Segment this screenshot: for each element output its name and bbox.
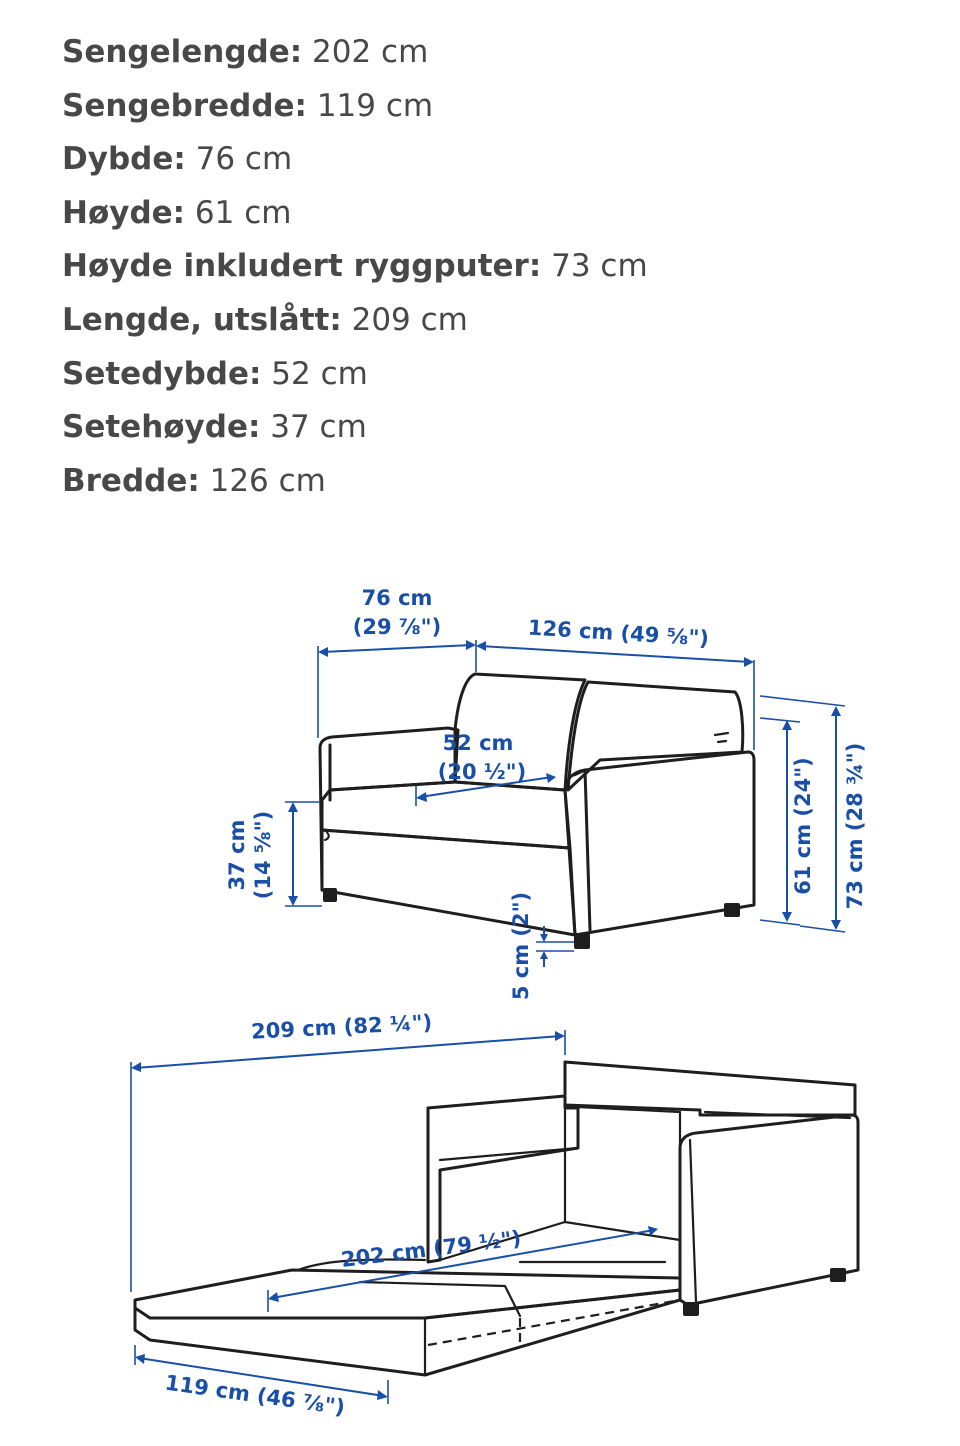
sofa-leg [830, 1268, 846, 1282]
back-cushion-right [568, 682, 743, 790]
spec-label: Dybde: [62, 141, 186, 178]
spec-label: Bredde: [62, 462, 200, 499]
bed-length-label: 202 cm (79 ½") [339, 1226, 523, 1273]
spec-value: 52 cm [271, 355, 368, 392]
spec-value: 61 cm [194, 194, 292, 231]
product-dimensions-list [62, 28, 922, 510]
back-panel [565, 1062, 855, 1115]
spec-value: 37 cm [270, 409, 367, 446]
spec-label: Høyde: [62, 194, 186, 231]
sofa-folded-illustration [320, 674, 754, 949]
depth-cm-label: 76 cm [361, 586, 433, 610]
height-cushions-label: 73 cm (28 ¾") [843, 742, 867, 910]
spec-value: 209 cm [351, 301, 468, 338]
depth-in-label: (29 ⅞") [352, 615, 442, 639]
spec-value: 126 cm [209, 462, 326, 499]
right-side-front [690, 1140, 696, 1302]
spec-height [62, 189, 922, 243]
spec-value: 202 cm [312, 34, 429, 70]
spec-height-with-cushions [62, 242, 922, 296]
spec-value: 73 cm [551, 248, 648, 285]
spec-seat-height [62, 403, 922, 457]
mattress-top [135, 1270, 680, 1318]
spec-depth [62, 135, 922, 189]
mattress-fold-dash [428, 1300, 680, 1348]
spec-label: Høyde inkludert ryggputer: [62, 248, 542, 285]
leg-height-label: 5 cm (2") [509, 891, 533, 1001]
dimension-leg-height [509, 892, 574, 1000]
right-armrest-front [574, 770, 590, 930]
spec-label: Lengde, utslått: [62, 301, 342, 338]
left-armrest [320, 728, 458, 890]
seat-height-in-label: (14 ⅝") [251, 810, 275, 900]
cushion-tag [715, 733, 728, 742]
spec-seat-depth [62, 350, 922, 404]
spec-bed-width [62, 82, 922, 136]
seat-depth-in-label: (20 ½") [437, 760, 527, 784]
dimension-seat-height [225, 802, 322, 906]
dimension-height [760, 718, 815, 925]
spec-value: 119 cm [316, 87, 434, 124]
sofa-base-front [322, 830, 575, 935]
sofa-bed-dimension-drawing [0, 560, 960, 1446]
dimension-bed-width [135, 1345, 388, 1420]
dimension-seat-depth [416, 731, 556, 806]
dimension-depth [318, 586, 476, 738]
height-label: 61 cm (24") [791, 757, 815, 895]
spec-length-unfolded [62, 296, 922, 350]
spec-label: Setehøyde: [62, 409, 261, 446]
spec-width [62, 457, 922, 511]
sofa-leg [323, 888, 337, 902]
seat-height-cm-label: 37 cm [225, 819, 249, 891]
length-unfolded-label: 209 cm (82 ¼") [250, 1010, 433, 1044]
spec-bed-length [62, 28, 922, 82]
sofa-leg [724, 903, 740, 917]
width-label: 126 cm (49 ⅝") [527, 615, 710, 651]
back-panel-inner [578, 1107, 850, 1240]
seat-depth-cm-label: 52 cm [442, 731, 514, 755]
spec-label: Setedybde: [62, 355, 262, 392]
sofa-leg [574, 933, 590, 949]
bed-width-label: 119 cm (46 ⅞") [163, 1370, 347, 1420]
mattress-front [135, 1290, 680, 1375]
spec-label: Sengelengde: [62, 34, 303, 70]
sofa-leg [683, 1302, 699, 1316]
spec-label: Sengebredde: [62, 87, 307, 124]
spec-value: 76 cm [195, 141, 293, 178]
sofa-unfolded-illustration [135, 1062, 858, 1375]
